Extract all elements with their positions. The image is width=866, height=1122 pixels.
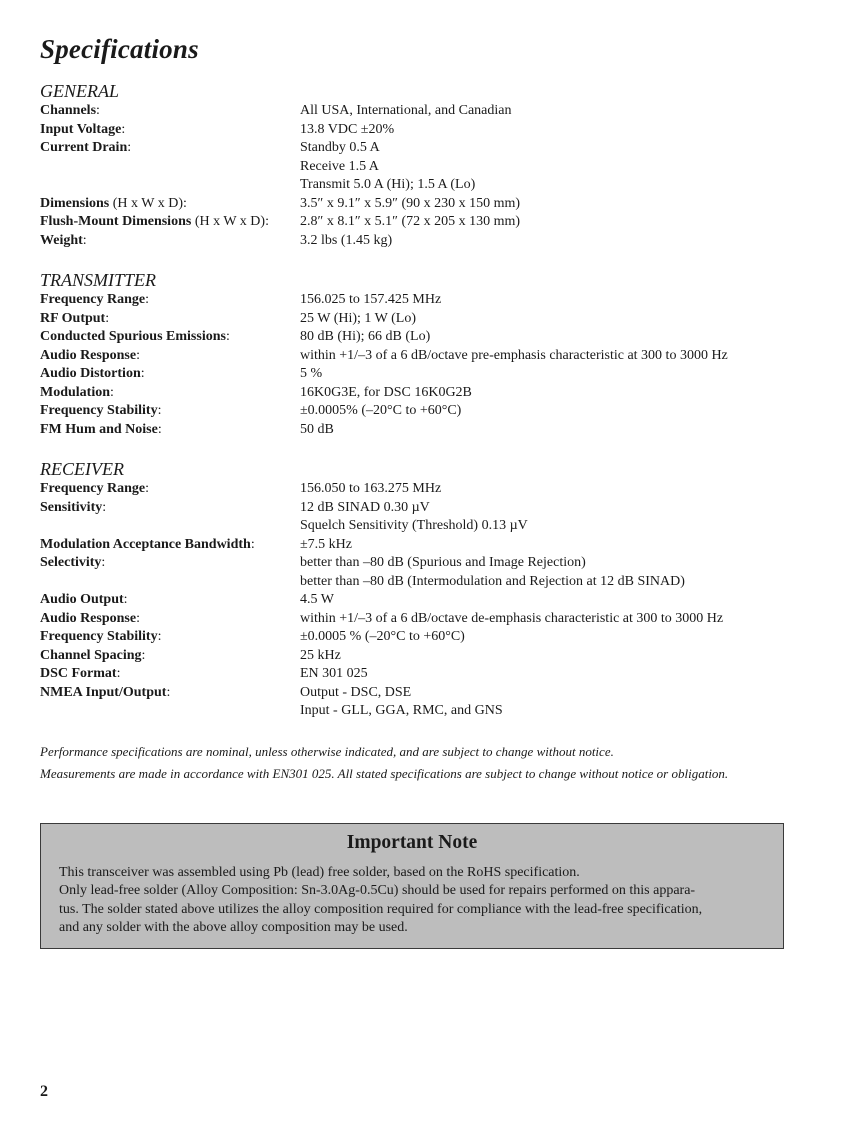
- spec-label-name: Weight: [40, 232, 83, 248]
- spec-label: [40, 628, 300, 647]
- spec-values: [300, 628, 820, 647]
- spec-values: [300, 328, 820, 347]
- spec-value: within +1/–3 of a 6 dB/octave pre-emphasis characteristic at 300 to 3000 Hz: [300, 347, 728, 363]
- spec-label-suffix: :: [225, 329, 230, 344]
- spec-label-name: Frequency Range: [40, 292, 146, 307]
- spec-label: [40, 328, 300, 347]
- spec-values: [300, 499, 820, 536]
- spec-value: 80 dB (Hi); 66 dB (Lo): [300, 329, 431, 344]
- spec-value: 4.5 W: [300, 592, 334, 607]
- spec-label-name: Sensitivity: [40, 499, 103, 515]
- spec-row: [40, 139, 820, 195]
- spec-values: [300, 121, 820, 140]
- spec-label: [40, 121, 300, 140]
- spec-value: 5 %: [300, 366, 323, 381]
- spec-row: [40, 384, 820, 403]
- section-receiver: [40, 458, 820, 721]
- spec-row: [40, 365, 820, 384]
- spec-row: [40, 195, 820, 214]
- spec-row: [40, 536, 820, 555]
- spec-label-name: Audio Response: [40, 347, 137, 363]
- spec-label-suffix: :: [127, 140, 132, 155]
- spec-label-suffix: :: [250, 536, 255, 552]
- spec-label-suffix: :: [101, 555, 106, 570]
- spec-row: [40, 610, 820, 629]
- spec-row: [40, 591, 820, 610]
- spec-row: [40, 421, 820, 440]
- note-line: Only lead-free solder (Alloy Composition: Sn-3.0Ag-0.5Cu) should be used for repairs performed on this appara-: [59, 883, 696, 899]
- spec-values: [300, 213, 820, 232]
- spec-label-suffix: :: [166, 684, 171, 700]
- spec-values: [300, 195, 820, 214]
- spec-label-suffix: :: [157, 403, 162, 418]
- spec-label-suffix: :: [157, 421, 162, 437]
- spec-values: [300, 554, 820, 591]
- spec-label-suffix: :: [102, 499, 107, 515]
- spec-values: [300, 610, 820, 629]
- spec-value: 50 dB: [300, 421, 334, 437]
- spec-label-name: DSC Format: [40, 666, 117, 681]
- section-heading: TRANSMITTER: [40, 270, 157, 290]
- spec-row: [40, 102, 820, 121]
- spec-label: [40, 365, 300, 384]
- spec-label-name: Audio Response: [40, 610, 137, 626]
- spec-label: [40, 213, 300, 232]
- spec-row: [40, 647, 820, 666]
- spec-label-name: Flush-Mount Dimensions: [40, 214, 192, 229]
- spec-value: Output - DSC, DSE: [300, 684, 412, 700]
- spec-label-suffix: :: [140, 366, 145, 381]
- spec-row: [40, 480, 820, 499]
- spec-values: [300, 402, 820, 421]
- spec-label-name: Channels: [40, 103, 97, 118]
- section-heading: RECEIVER: [40, 459, 124, 479]
- spec-label-name: RF Output: [40, 310, 106, 326]
- spec-value: 13.8 VDC ±20%: [300, 121, 395, 137]
- spec-value: ±0.0005 % (–20°C to +60°C): [300, 629, 465, 644]
- note-line: tus. The solder stated above utilizes the alloy composition required for compliance with the lead-free specification,: [59, 901, 703, 917]
- note-line: This transceiver was assembled using Pb (lead) free solder, based on the RoHS specification.: [59, 865, 580, 880]
- spec-values: [300, 365, 820, 384]
- spec-label: [40, 384, 300, 403]
- spec-row: [40, 232, 820, 251]
- spec-label-name: Input Voltage: [40, 121, 122, 137]
- spec-value: 12 dB SINAD 0.30 µV: [300, 499, 430, 515]
- spec-label: [40, 402, 300, 421]
- spec-row: [40, 291, 820, 310]
- footnote: Performance specifications are nominal, unless otherwise indicated, and are subject to change without notice.: [40, 744, 614, 759]
- spec-value: 25 W (Hi); 1 W (Lo): [300, 310, 417, 326]
- spec-value: EN 301 025: [300, 666, 368, 681]
- spec-value: 156.050 to 163.275 MHz: [300, 481, 442, 496]
- footnote: Measurements are made in accordance with EN301 025. All stated specifications are subject to change without notice or obligation.: [40, 766, 729, 781]
- section-transmitter: [40, 269, 820, 439]
- spec-label: [40, 102, 300, 121]
- spec-value: 16K0G3E, for DSC 16K0G2B: [300, 384, 472, 400]
- spec-values: [300, 291, 820, 310]
- spec-label-name: Dimensions: [40, 195, 110, 211]
- note-title: Important Note: [346, 832, 478, 853]
- spec-label-name: Modulation Acceptance Bandwidth: [40, 536, 251, 552]
- spec-label-name: Audio Distortion: [40, 366, 141, 381]
- spec-label-suffix: :: [105, 310, 110, 326]
- spec-value: Receive 1.5 A: [300, 158, 379, 174]
- spec-label-name: Frequency Stability: [40, 629, 158, 644]
- spec-values: [300, 421, 820, 440]
- spec-values: [300, 480, 820, 499]
- spec-value: ±0.0005% (–20°C to +60°C): [300, 403, 462, 418]
- spec-values: [300, 102, 820, 121]
- spec-label: [40, 647, 300, 666]
- spec-label: [40, 591, 300, 610]
- spec-value: 3.2 lbs (1.45 kg): [300, 232, 393, 248]
- spec-value: 3.5″ x 9.1″ x 5.9″ (90 x 230 x 150 mm): [300, 195, 521, 211]
- spec-label: [40, 421, 300, 440]
- spec-label-suffix: :: [136, 610, 140, 626]
- spec-label-suffix: :: [141, 647, 146, 663]
- spec-values: [300, 647, 820, 666]
- spec-label-suffix: :: [116, 666, 121, 681]
- spec-label-suffix: (H x W x D):: [109, 195, 187, 211]
- section-general: [40, 80, 820, 250]
- spec-value: better than –80 dB (Intermodulation and Rejection at 12 dB SINAD): [300, 573, 685, 589]
- spec-value: Standby 0.5 A: [300, 140, 380, 155]
- spec-label-suffix: :: [123, 592, 128, 607]
- spec-label-name: Selectivity: [40, 555, 102, 570]
- spec-value: 2.8″ x 8.1″ x 5.1″ (72 x 205 x 130 mm): [300, 214, 521, 229]
- section-heading: GENERAL: [40, 81, 119, 101]
- spec-label-name: Current Drain: [40, 140, 128, 155]
- spec-label-suffix: :: [136, 347, 140, 363]
- spec-row: [40, 310, 820, 329]
- spec-value: Transmit 5.0 A (Hi); 1.5 A (Lo): [300, 177, 476, 192]
- spec-values: [300, 665, 820, 684]
- spec-label: [40, 139, 300, 195]
- spec-label-name: Audio Output: [40, 592, 124, 607]
- spec-label: [40, 347, 300, 366]
- spec-row: [40, 402, 820, 421]
- spec-label: [40, 195, 300, 214]
- spec-label-name: Frequency Stability: [40, 403, 158, 418]
- spec-label: [40, 610, 300, 629]
- spec-label: [40, 480, 300, 499]
- spec-label-suffix: (H x W x D):: [191, 214, 269, 229]
- spec-values: [300, 310, 820, 329]
- spec-values: [300, 347, 820, 366]
- spec-label-name: Frequency Range: [40, 481, 146, 496]
- spec-row: [40, 121, 820, 140]
- spec-label-name: Channel Spacing: [40, 647, 142, 663]
- footnotes: [40, 741, 830, 785]
- spec-row: [40, 347, 820, 366]
- spec-row: [40, 665, 820, 684]
- spec-row: [40, 328, 820, 347]
- spec-label: [40, 499, 300, 536]
- spec-value: 156.025 to 157.425 MHz: [300, 292, 442, 307]
- spec-row: [40, 684, 820, 721]
- spec-label-name: Modulation: [40, 384, 111, 400]
- note-body: [59, 864, 765, 937]
- spec-label-suffix: :: [121, 121, 126, 137]
- spec-label: [40, 684, 300, 721]
- spec-values: [300, 684, 820, 721]
- spec-value: Input - GLL, GGA, RMC, and GNS: [300, 703, 503, 718]
- spec-values: [300, 384, 820, 403]
- spec-row: [40, 628, 820, 647]
- spec-label-suffix: :: [145, 292, 150, 307]
- spec-label-name: NMEA Input/Output: [40, 684, 167, 700]
- spec-label-suffix: :: [96, 103, 100, 118]
- spec-values: [300, 232, 820, 251]
- page-number: 2: [40, 1083, 48, 1100]
- spec-label-name: FM Hum and Noise: [40, 421, 158, 437]
- spec-label-suffix: :: [145, 481, 150, 496]
- spec-label: [40, 232, 300, 251]
- spec-label: [40, 291, 300, 310]
- spec-value: 25 kHz: [300, 647, 341, 663]
- spec-values: [300, 536, 820, 555]
- spec-value: better than –80 dB (Spurious and Image Rejection): [300, 555, 586, 570]
- spec-row: [40, 499, 820, 536]
- spec-row: [40, 554, 820, 591]
- spec-value: within +1/–3 of a 6 dB/octave de-emphasis characteristic at 300 to 3000 Hz: [300, 610, 724, 626]
- spec-label-suffix: :: [110, 384, 114, 400]
- spec-label: [40, 310, 300, 329]
- spec-values: [300, 591, 820, 610]
- spec-label-suffix: :: [157, 629, 162, 644]
- page-title: Specifications: [40, 34, 199, 64]
- spec-label: [40, 665, 300, 684]
- spec-label: [40, 536, 300, 555]
- spec-label: [40, 554, 300, 591]
- spec-label-suffix: :: [82, 232, 87, 248]
- spec-value: Squelch Sensitivity (Threshold) 0.13 µV: [300, 518, 528, 533]
- note-line: and any solder with the above alloy composition may be used.: [59, 919, 408, 935]
- spec-value: ±7.5 kHz: [300, 536, 353, 552]
- spec-value: All USA, International, and Canadian: [300, 103, 512, 118]
- spec-label-name: Conducted Spurious Emissions: [40, 329, 226, 344]
- spec-row: [40, 213, 820, 232]
- spec-values: [300, 139, 820, 195]
- important-note-box: [40, 823, 784, 949]
